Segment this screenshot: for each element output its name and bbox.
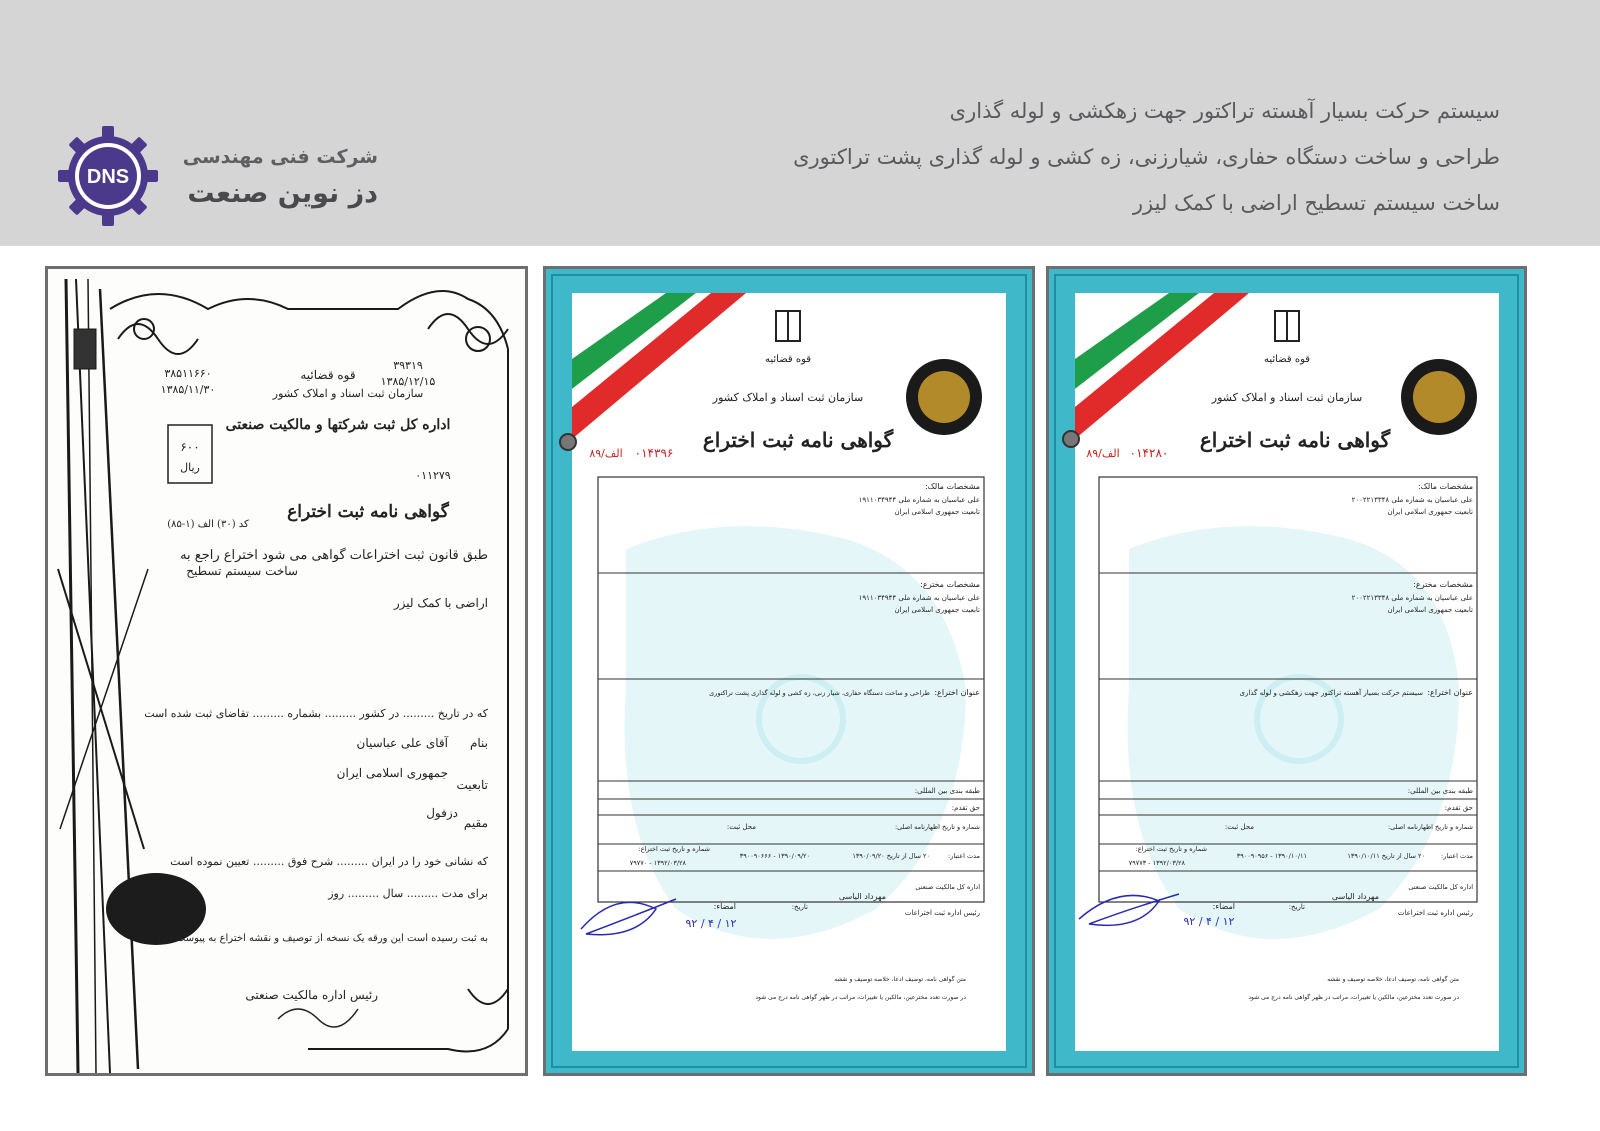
cert2-date-label: تاریخ:: [1288, 903, 1305, 911]
cert1-patent-no-label: شماره و تاریخ ثبت اختراع:: [638, 845, 710, 853]
old-name-label: بنام: [469, 736, 488, 750]
cert2-sign-label: امضاء:: [1212, 902, 1235, 911]
cert1-owner-nationality: تابعیت جمهوری اسلامی ایران: [894, 508, 980, 516]
cert1-classification-label: طبقه بندی بین المللی:: [914, 787, 980, 795]
cert1-filing-value: ۱۳۹۰/۰۹/۲۰ - ۳۹۰۰۹۰۶۶۶: [739, 852, 810, 860]
old-judiciary: قوه قضائیه: [300, 368, 356, 382]
cert2-invention-title: سیستم حرکت بسیار آهسته تراکتور جهت زهکشی و لوله گذاری: [1239, 689, 1423, 697]
cert1-signer-name: مهرداد الیاسی: [838, 892, 886, 901]
cert1-signer-role-1: اداره کل مالکیت صنعتی: [915, 883, 980, 891]
old-subject-2: اراضی با کمک لیزر: [393, 596, 488, 610]
old-fee-value: ۶۰۰: [180, 440, 200, 454]
cert1-owner-label: مشخصات مالک:: [924, 482, 980, 491]
cert2-signer-role-2: رئیس اداره ثبت اختراعات: [1397, 909, 1473, 917]
cert1-date-label: تاریخ:: [791, 903, 808, 911]
certificate-card-2: [1046, 266, 1527, 1076]
cert1-owner-name: علی عباسیان به شماره ملی ۱۹۱۱۰۳۴۹۴۴: [858, 496, 980, 504]
cert1-validity-label: مدت اعتبار:: [948, 852, 980, 860]
cert2-signer-role-1: اداره کل مالکیت صنعتی: [1408, 883, 1473, 891]
old-office: اداره کل ثبت شرکتها و مالکیت صنعتی: [225, 417, 451, 433]
cert2-patent-no-value: ۱۳۹۲/۰۳/۲۸ - ۷۹۷۷۳: [1128, 859, 1185, 867]
header-line-2: طراحی و ساخت دستگاه حفاری، شیارزنی، زه کشی و لوله گذاری پشت تراکتوری: [793, 145, 1500, 169]
old-body-intro: طبق قانون ثبت اختراعات گواهی می شود اختراع راجع به: [180, 548, 488, 563]
cert2-owner-label: مشخصات مالک:: [1417, 482, 1473, 491]
cert2-org: سازمان ثبت اسناد و املاک کشور: [1211, 391, 1363, 404]
old-address-row: که نشانی خود را در ایران ......... شرح فوق ......... تعیین نموده است: [170, 855, 488, 868]
cert2-series: الف/۸۹: [1086, 447, 1120, 460]
cert2-reg-place-label: محل ثبت:: [1224, 823, 1254, 831]
cert2-inventor-nationality: تابعیت جمهوری اسلامی ایران: [1387, 606, 1473, 614]
old-term-row: برای مدت ......... سال ......... روز: [328, 887, 488, 900]
certificate-card-1: [543, 266, 1035, 1076]
gear-logo-icon: [58, 126, 158, 226]
old-certificate-scan: [48, 269, 525, 1073]
cert2-patent-no-label: شماره و تاریخ ثبت اختراع:: [1135, 845, 1207, 853]
cert1-org: سازمان ثبت اسناد و املاک کشور: [712, 391, 864, 404]
cert2-filing-label: شماره و تاریخ اظهارنامه اصلی:: [1387, 823, 1473, 831]
cert1-series: الف/۸۹: [589, 447, 623, 460]
old-doc-date: ۱۳۸۵/۱۲/۱۵: [380, 375, 436, 388]
cert2-inventor-label: مشخصات مخترع:: [1413, 580, 1473, 589]
old-serial: ۰۱۱۲۷۹: [415, 469, 451, 482]
cert1-serial: ۰۱۴۳۹۶: [634, 446, 674, 460]
old-reg-date: ۱۳۸۵/۱۱/۳۰: [160, 383, 216, 396]
cert2-validity-label: مدت اعتبار:: [1441, 852, 1473, 860]
old-nationality-value: جمهوری اسلامی ایران: [336, 766, 448, 780]
old-signatory: رئیس اداره مالکیت صنعتی: [245, 988, 378, 1002]
old-reg-number: ۳۸۵۱۱۶۶۰: [164, 367, 212, 380]
old-subject-1: ساخت سیستم تسطیح: [186, 564, 298, 578]
cert2-note-2: در صورت تعدد مخترعین، مالکین یا تغییرات، مراتب در ظهر گواهی نامه درج می شود: [1248, 994, 1459, 1001]
cert1-patent-no-value: ۱۳۹۲/۰۳/۲۸ - ۷۹۷۷۰: [629, 859, 686, 867]
cert2-owner-nationality: تابعیت جمهوری اسلامی ایران: [1387, 508, 1473, 516]
cert2-owner-name: علی عباسیان به شماره ملی ۲۰۰۲۲۱۳۳۴۸: [1351, 496, 1473, 504]
rivet-icon: [560, 434, 576, 450]
cert2-title-label: عنوان اختراع:: [1427, 688, 1473, 697]
header-line-3: ساخت سیستم تسطیح اراضی با کمک لیزر: [1132, 191, 1500, 215]
cert2-sign-date: ۹۲ / ۴ / ۱۲: [1183, 915, 1235, 928]
old-doc-number: ۳۹۳۱۹: [393, 359, 423, 372]
company-brand: [58, 126, 378, 226]
company-name: دز نوین صنعت: [187, 178, 378, 209]
cert1-sign-label: امضاء:: [713, 902, 736, 911]
cert1-note-1: متن گواهی نامه، توصیف ادعا، خلاصه توصیف و نقشه: [834, 976, 966, 983]
rivet-icon: [1063, 431, 1079, 447]
old-name-value: آقای علی عباسیان: [356, 736, 448, 750]
old-footer-row: به ثبت رسیده است این ورقه یک نسخه از توصیف و نقشه اختراع به پیوست دارد: [156, 933, 488, 944]
old-code-ref: کد (۳۰) الف (۱-۸۵): [167, 519, 249, 530]
cert1-inventor-nationality: تابعیت جمهوری اسلامی ایران: [894, 606, 980, 614]
old-residence-value: دزفول: [426, 806, 458, 820]
cert2-note-1: متن گواهی نامه، توصیف ادعا، خلاصه توصیف و نقشه: [1327, 976, 1459, 983]
header-band: [0, 0, 1600, 246]
old-title: گواهی نامه ثبت اختراع: [287, 502, 449, 522]
header-description: [793, 96, 1500, 234]
cert1-inventor-label: مشخصات مخترع:: [920, 580, 980, 589]
cert2-classification-label: طبقه بندی بین المللی:: [1407, 787, 1473, 795]
cert1-signer-role-2: رئیس اداره ثبت اختراعات: [904, 909, 980, 917]
cert1-inventor-name: علی عباسیان به شماره ملی ۱۹۱۱۰۳۴۹۴۴: [858, 594, 980, 602]
cert2-serial: ۰۱۴۲۸۰: [1129, 446, 1169, 460]
cert2-filing-value: ۱۳۹۰/۱۰/۱۱ - ۳۹۰۰۹۰۹۵۶: [1236, 852, 1307, 860]
logo-text: DNS: [86, 166, 130, 188]
cert1-reg-place-label: محل ثبت:: [726, 823, 756, 831]
cert1-priority-label: حق تقدم:: [951, 804, 980, 812]
company-subtitle: شرکت فنی مهندسی: [182, 146, 378, 168]
cert2-signer-name: مهرداد الیاسی: [1331, 892, 1379, 901]
cert1-filing-label: شماره و تاریخ اظهارنامه اصلی:: [894, 823, 980, 831]
cert2-judiciary: قوه قضائیه: [1263, 354, 1311, 365]
cert1-validity-value: ۲۰ سال از تاریخ ۱۳۹۰/۰۹/۲۰: [852, 852, 930, 860]
old-org: سازمان ثبت اسناد و املاک کشور: [272, 387, 424, 400]
cert1-judiciary: قوه قضائیه: [764, 354, 812, 365]
cert1-invention-title: طراحی و ساخت دستگاه حفاری، شیار زنی، زه کشی و لوله گذاری پشت تراکتوری: [709, 689, 930, 697]
cert1-note-2: در صورت تعدد مخترعین، مالکین یا تغییرات، مراتب در ظهر گواهی نامه درج می شود: [755, 994, 966, 1001]
cert1-title-label: عنوان اختراع:: [934, 688, 980, 697]
old-fee-unit: ریال: [180, 461, 200, 474]
cert1-sign-date: ۹۲ / ۴ / ۱۲: [685, 917, 737, 930]
certificate-2-svg: [1049, 269, 1524, 1073]
cert1-title: گواهی نامه ثبت اختراع: [702, 428, 894, 452]
old-residence-label: مقیم: [463, 816, 488, 830]
cert2-validity-value: ۲۰ سال از تاریخ ۱۳۹۰/۱۰/۱۱: [1347, 852, 1425, 860]
old-nationality-label: تابعیت: [456, 778, 488, 792]
certificate-1-svg: [546, 269, 1032, 1073]
old-certificate-card: [45, 266, 528, 1076]
cert2-priority-label: حق تقدم:: [1444, 804, 1473, 812]
header-line-1: سیستم حرکت بسیار آهسته تراکتور جهت زهکشی و لوله گذاری: [949, 99, 1500, 123]
cert2-title: گواهی نامه ثبت اختراع: [1199, 428, 1391, 452]
cert2-inventor-name: علی عباسیان به شماره ملی ۲۰۰۲۲۱۳۳۴۸: [1351, 594, 1473, 602]
old-row-date: که در تاریخ ......... در کشور ......... بشماره ......... تقاضای ثبت شده است: [144, 707, 488, 720]
